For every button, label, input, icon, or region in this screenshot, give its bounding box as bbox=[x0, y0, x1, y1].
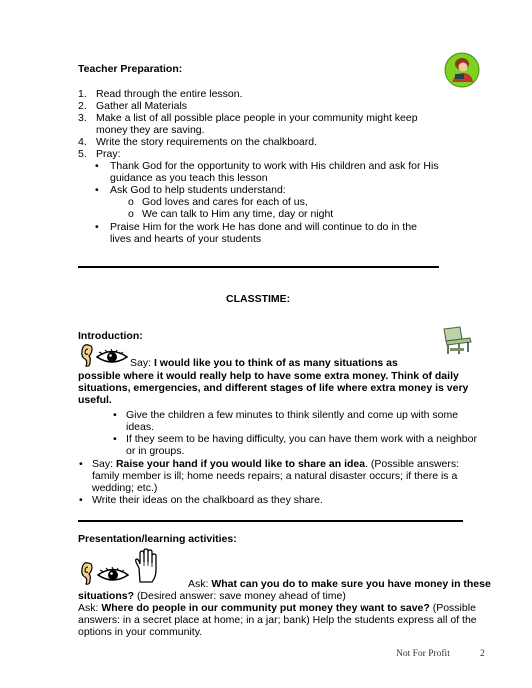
ask-label: Ask: bbox=[188, 578, 209, 590]
presentation-heading: Presentation/learning activities: bbox=[78, 533, 237, 545]
ask2-possible-lead: (Possible bbox=[432, 602, 476, 614]
footer-not-for-profit: Not For Profit bbox=[396, 649, 450, 659]
pray-bullet-3-line2: lives and hearts of your students bbox=[110, 233, 262, 245]
bullet-glyph: • bbox=[113, 409, 117, 421]
section-divider bbox=[78, 520, 463, 522]
intro-bullet2: Write their ideas on the chalkboard as they share. bbox=[92, 494, 323, 506]
say-label: Say: bbox=[130, 357, 152, 369]
page-number: 2 bbox=[480, 649, 485, 659]
ask2-line2: answers: in a secret place at home; in a jar; bank) Help the students express all of the bbox=[78, 614, 477, 626]
intro-bullet1-line2: family member is ill; home needs repairs; a natural disaster occurs; if there is a bbox=[92, 470, 458, 482]
ear-icon bbox=[80, 342, 94, 368]
prep-item-1: Read through the entire lesson. bbox=[96, 88, 243, 100]
say-label: Say: bbox=[92, 458, 114, 470]
prep-item-2-num: 2. bbox=[78, 100, 87, 112]
ask-label: Ask: bbox=[78, 602, 99, 614]
ask2-question: Where do people in our community put money they want to save? bbox=[101, 602, 430, 614]
introduction-heading: Introduction: bbox=[78, 330, 143, 342]
prep-item-3-line2: money they are saving. bbox=[96, 124, 205, 136]
prep-item-3-num: 3. bbox=[78, 112, 87, 124]
possible-answers-lead: . (Possible answers: bbox=[365, 458, 460, 470]
classtime-heading: CLASSTIME: bbox=[226, 293, 291, 305]
ask-question-part1: What can you do to make sure you have money in these bbox=[211, 578, 491, 590]
bullet-glyph: • bbox=[113, 433, 117, 445]
bullet-glyph: • bbox=[95, 221, 99, 233]
intro-say-line1 bbox=[130, 357, 398, 370]
say-question-part1: I would like you to think of as many situations as bbox=[153, 357, 398, 369]
intro-say-line4: useful. bbox=[78, 394, 112, 406]
ask-line1 bbox=[188, 578, 491, 591]
raise-hand-prompt: Raise your hand if you would like to share an idea bbox=[115, 458, 366, 470]
teacher-prep-heading: Teacher Preparation: bbox=[78, 63, 183, 75]
circle-bullet-glyph: o bbox=[128, 196, 134, 208]
pray-bullet-2: Ask God to help students understand: bbox=[110, 184, 286, 196]
pray-bullet-1-line1: Thank God for the opportunity to work with His children and ask for His bbox=[110, 160, 439, 172]
intro-sub1-line1: Give the children a few minutes to think silently and come up with some bbox=[126, 409, 459, 421]
bullet-glyph: • bbox=[95, 184, 99, 196]
prep-item-5-num: 5. bbox=[78, 148, 87, 160]
intro-say-line2: possible where it would really help to have some extra money. Think of daily bbox=[78, 370, 459, 382]
eye-icon bbox=[97, 566, 129, 584]
ear-icon bbox=[80, 560, 94, 586]
teacher-praying-icon bbox=[444, 52, 480, 88]
desired-answer: (Desired answer: save money ahead of time) bbox=[136, 590, 346, 602]
intro-bullet1-line1 bbox=[92, 458, 459, 471]
pray-sub-1: God loves and cares for each of us, bbox=[142, 196, 308, 208]
prep-item-5: Pray: bbox=[96, 148, 121, 160]
prep-item-4-num: 4. bbox=[78, 136, 87, 148]
intro-bullet1-line3: wedding; etc.) bbox=[92, 482, 158, 494]
prep-item-2: Gather all Materials bbox=[96, 100, 188, 112]
circle-bullet-glyph: o bbox=[128, 208, 134, 220]
prep-item-4: Write the story requirements on the chalkboard. bbox=[96, 136, 317, 148]
intro-sub1-line2: ideas. bbox=[126, 421, 155, 433]
pray-bullet-3-line1: Praise Him for the work He has done and will continue to do in the bbox=[110, 221, 417, 233]
prep-item-1-num: 1. bbox=[78, 88, 87, 100]
desk-icon bbox=[440, 325, 474, 355]
ask-question-part2: situations? bbox=[78, 590, 135, 602]
raised-hand-icon bbox=[133, 548, 159, 584]
eye-icon bbox=[96, 348, 128, 366]
bullet-glyph: • bbox=[79, 494, 83, 506]
ask2-line3: options in your community. bbox=[78, 626, 203, 638]
intro-sub2-line1: If they seem to be having difficulty, you can have them work with a neighbor bbox=[126, 433, 477, 445]
ask2-line1 bbox=[78, 602, 476, 615]
bullet-glyph: • bbox=[95, 160, 99, 172]
intro-sub2-line2: or in groups. bbox=[126, 445, 185, 457]
prep-item-3-line1: Make a list of all possible place people in your community might keep bbox=[96, 112, 418, 124]
pray-bullet-1-line2: guidance as you teach this lesson bbox=[110, 172, 268, 184]
bullet-glyph: • bbox=[79, 458, 83, 470]
ask-line2 bbox=[78, 590, 346, 603]
pray-sub-2: We can talk to Him any time, day or night bbox=[142, 208, 334, 220]
intro-say-line3: situations, emergencies, and different stages of life where extra money is very bbox=[78, 382, 469, 394]
section-divider bbox=[78, 266, 439, 268]
